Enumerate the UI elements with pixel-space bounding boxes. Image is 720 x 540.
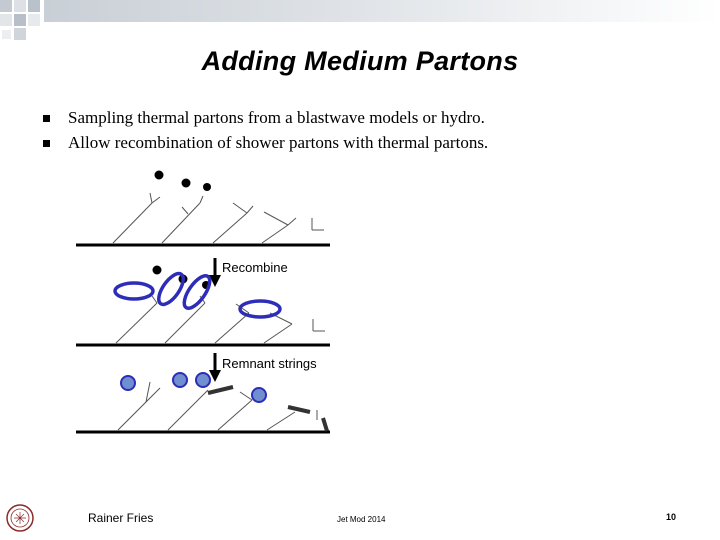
thermal-parton [196, 373, 210, 387]
recombination-oval [115, 283, 153, 299]
thermal-parton [173, 373, 187, 387]
remnant-strings-label: Remnant strings [222, 356, 317, 371]
remnant-string [208, 387, 233, 393]
panel-recombine [76, 266, 330, 346]
footer-event: Jet Mod 2014 [337, 515, 386, 524]
thermal-parton [121, 376, 135, 390]
recombination-oval [240, 301, 280, 317]
panel-remnant-strings [76, 373, 330, 432]
thermal-parton [252, 388, 266, 402]
bullet-text: Sampling thermal partons from a blastwave models or hydro. [68, 108, 485, 127]
remnant-string [323, 418, 327, 431]
parton-dot [153, 266, 162, 275]
parton-dot [182, 179, 191, 188]
parton-dot [155, 171, 164, 180]
page-number: 10 [666, 512, 677, 522]
remnant-string [288, 407, 310, 412]
down-arrow-icon [209, 353, 221, 382]
bullet-text: Allow recombination of shower partons with thermal partons. [68, 133, 489, 152]
panel-shower-partons [76, 171, 330, 246]
slide-title: Adding Medium Partons [201, 46, 519, 76]
parton-dot [203, 183, 211, 191]
recombine-label: Recombine [222, 260, 288, 275]
footer-author: Rainer Fries [88, 511, 154, 525]
university-seal-icon [7, 505, 33, 531]
